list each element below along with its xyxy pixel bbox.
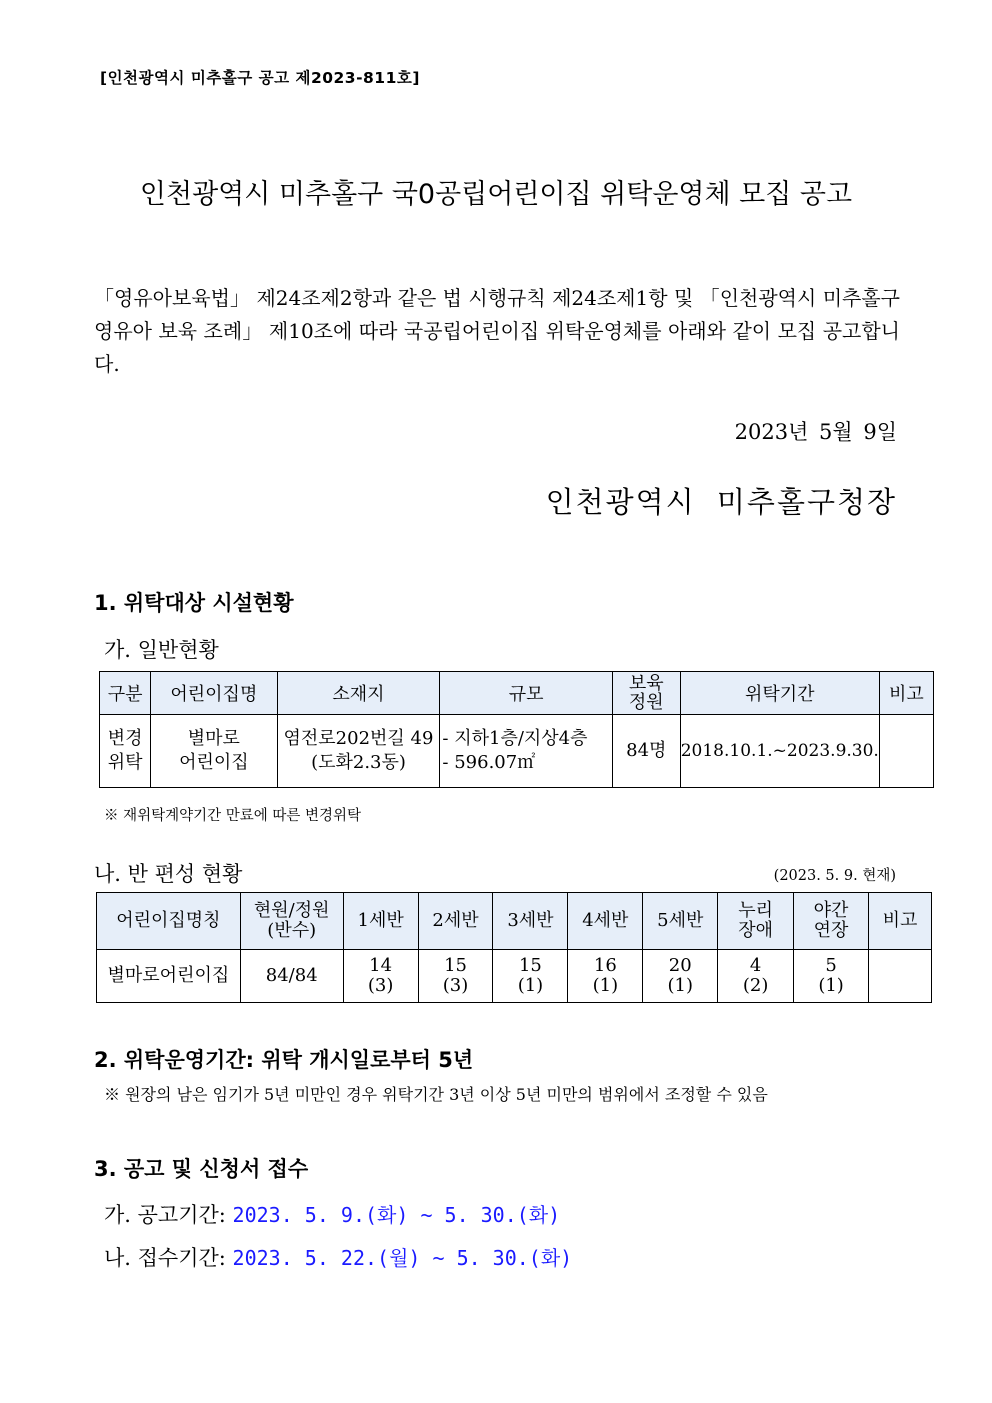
- cell-count: 15: [518, 955, 542, 976]
- cell-address-line2: (도화2.3동): [311, 752, 406, 773]
- signer: 인천광역시 미추홀구청장: [545, 485, 897, 519]
- section1-heading: 1. 위탁대상 시설현황: [94, 591, 294, 615]
- cell-nuri-disabled: [718, 950, 794, 1003]
- cell-age3: [493, 950, 568, 1003]
- cell-name-line2: 어린이집: [179, 752, 249, 773]
- page-title: 인천광역시 미추홀구 국0공립어린이집 위탁운영체 모집 공고: [139, 179, 853, 210]
- cell-age4: [568, 950, 643, 1003]
- col-header-current: [240, 893, 343, 950]
- cell-count: 4: [749, 955, 762, 976]
- col-header-name: 어린이집명: [151, 672, 277, 715]
- cell-classes: (1): [818, 975, 844, 996]
- cell-scale: [440, 715, 612, 788]
- cell-classes: (3): [367, 975, 394, 996]
- section1-sub-a: 가. 일반현황: [104, 638, 219, 662]
- col-header-type: 구분: [100, 672, 151, 715]
- cell-facility-name: 별마로어린이집: [97, 950, 241, 1003]
- period-announce-value: 2023. 5. 9.(화) ~ 5. 30.(화): [232, 1203, 561, 1227]
- col-header-capacity-text: 보육 정원: [628, 673, 664, 713]
- section3-heading: 3. 공고 및 신청서 접수: [94, 1157, 309, 1181]
- cell-scale-line1: - 지하1층/지상4층: [442, 728, 588, 749]
- facility-table-header: [100, 672, 934, 715]
- col-header-nuri-disabled-text: 누리 장애: [738, 900, 774, 941]
- cell-type: [100, 715, 151, 788]
- cell-name-line1: 별마로: [187, 728, 240, 749]
- cell-count: 14: [369, 955, 393, 976]
- col-header-age3: 3세반: [493, 893, 568, 950]
- notice-date: 2023년 5월 9일: [734, 420, 897, 444]
- cell-remark-b: [869, 950, 932, 1003]
- cell-age2: [418, 950, 493, 1003]
- cell-period: 2018.10.1.~2023.9.30.: [680, 715, 879, 788]
- col-header-age4: 4세반: [568, 893, 643, 950]
- facility-table: [99, 671, 934, 788]
- cell-classes: (2): [742, 975, 769, 996]
- class-table: [96, 892, 932, 1003]
- col-header-address: 소재지: [277, 672, 440, 715]
- col-header-period: 위탁기간: [680, 672, 879, 715]
- section1-sub-b: 나. 반 편성 현황: [94, 862, 243, 886]
- cell-count: 15: [444, 955, 467, 976]
- cell-classes: (1): [667, 975, 693, 996]
- col-header-night-text: 야간 연장: [813, 900, 849, 941]
- col-header-scale: 규모: [440, 672, 612, 715]
- cell-age1: [343, 950, 418, 1003]
- col-header-age1: 1세반: [343, 893, 418, 950]
- notice-number: [인천광역시 미추홀구 공고 제2023-811호]: [100, 69, 420, 87]
- col-header-nuri-disabled: [718, 893, 794, 950]
- col-header-current-text: 현원/정원 (반수): [253, 900, 330, 941]
- period-receipt-value: 2023. 5. 22.(월) ~ 5. 30.(화): [232, 1246, 573, 1270]
- cell-classes: (1): [592, 975, 619, 996]
- cell-count: 20: [668, 955, 692, 976]
- section2-heading: 2. 위탁운영기간: 위탁 개시일로부터 5년: [94, 1048, 474, 1072]
- cell-address: [277, 715, 440, 788]
- class-table-header: [97, 893, 932, 950]
- cell-capacity: 84명: [612, 715, 680, 788]
- cell-remark: [879, 715, 933, 788]
- col-header-facility: 어린이집명칭: [97, 893, 241, 950]
- intro-paragraph: 「영유아보육법」 제24조제2항과 같은 법 시행규칙 제24조제1항 및 「인천광역시 미추홀구 영유아 보육 조례」 제10조에 따라 국공립어린이집 위탁운영체를 아래와 같이 모집 공고합니다.: [94, 286, 900, 376]
- as-of-date: (2023. 5. 9. 현재): [773, 868, 896, 884]
- col-header-capacity: [612, 672, 680, 715]
- col-header-remark-b: 비고: [869, 893, 932, 950]
- cell-scale-line2: - 596.07㎡: [442, 752, 536, 773]
- period-receipt: [104, 1242, 572, 1272]
- table-row: [100, 715, 934, 788]
- cell-age5: [643, 950, 718, 1003]
- table-row: [97, 950, 932, 1003]
- cell-night: [794, 950, 869, 1003]
- cell-classes: (3): [442, 975, 469, 996]
- section2-note: ※ 원장의 남은 임기가 5년 미만인 경우 위탁기간 3년 이상 5년 미만의 범위에서 조정할 수 있음: [104, 1085, 768, 1104]
- col-header-remark: 비고: [879, 672, 933, 715]
- cell-count: 5: [825, 955, 837, 976]
- period-announce-label: 가. 공고기간:: [104, 1203, 226, 1227]
- cell-address-line1: 염전로202번길 49: [283, 728, 434, 749]
- cell-current: 84/84: [240, 950, 343, 1003]
- period-announce: [104, 1199, 560, 1229]
- col-header-night: [794, 893, 869, 950]
- cell-classes: (1): [517, 975, 544, 996]
- col-header-age5: 5세반: [643, 893, 718, 950]
- cell-name: [151, 715, 277, 788]
- col-header-age2: 2세반: [418, 893, 493, 950]
- period-receipt-label: 나. 접수기간:: [104, 1246, 226, 1270]
- section1-note-a: ※ 재위탁계약기간 만료에 따른 변경위탁: [104, 808, 362, 824]
- cell-count: 16: [593, 955, 617, 976]
- cell-type-line2: 위탁: [107, 752, 143, 773]
- cell-type-line1: 변경: [107, 728, 143, 749]
